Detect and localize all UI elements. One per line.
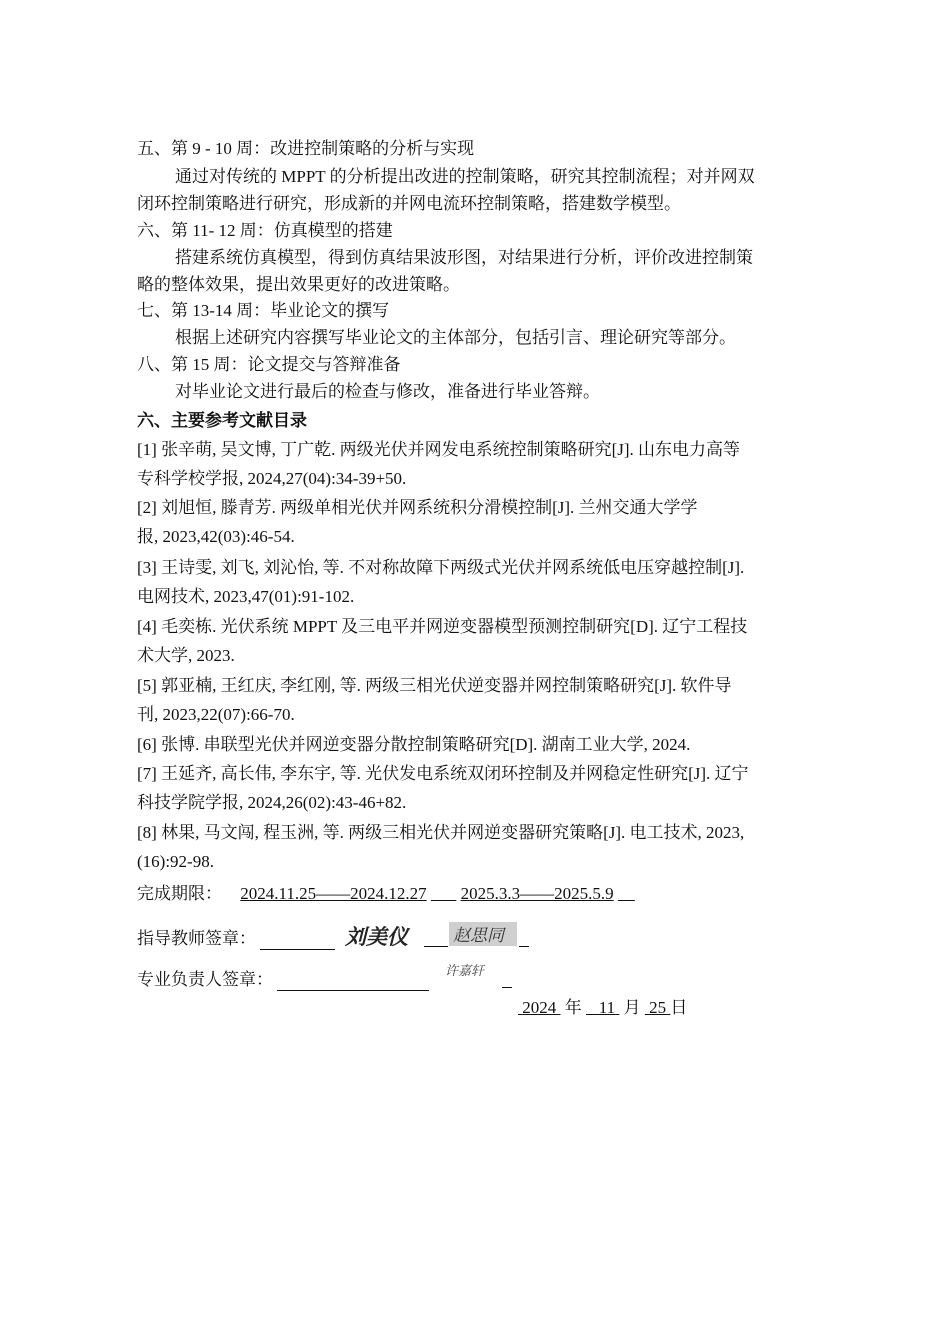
schedule-text: 闭环控制策略进行研究，形成新的并网电流环控制策略，搭建数学模型。	[137, 194, 681, 213]
references-heading: 六、主要参考文献目录	[137, 411, 307, 430]
completion-period-1: 2024.11.25——2024.12.27	[240, 884, 427, 903]
supervisor-signature-row	[137, 928, 335, 950]
reference-item: 刊, 2023,22(07):66-70.	[137, 705, 295, 724]
supervisor-label: 指导教师签章：	[137, 929, 256, 948]
completion-period	[137, 883, 635, 905]
signature-2-text: 赵思同	[453, 926, 504, 946]
reference-item: [4] 毛奕栋. 光伏系统 MPPT 及三电平并网逆变器模型预测控制研究[D]. 辽宁工程技	[137, 617, 748, 636]
reference-item: [5] 郭亚楠, 王红庆, 李红刚, 等. 两级三相光伏逆变器并网控制策略研究[J]. 软件导	[137, 676, 732, 695]
date-year: 2024	[522, 998, 557, 1017]
schedule-text: 对毕业论文进行最后的检查与修改，准备进行毕业答辩。	[175, 382, 600, 401]
date-day: 25	[649, 998, 667, 1017]
reference-item: 术大学, 2023.	[137, 646, 235, 665]
schedule-heading-7: 七、第 13-14 周：毕业论文的撰写	[137, 301, 390, 320]
reference-item: [1] 张辛萌, 吴文博, 丁广乾. 两级光伏并网发电系统控制策略研究[J]. 山东电力高等	[137, 440, 741, 459]
date-day-unit: 日	[670, 998, 688, 1017]
schedule-heading-6: 六、第 11- 12 周：仿真模型的搭建	[137, 221, 393, 240]
schedule-text: 通过对传统的 MPPT 的分析提出改进的控制策略，研究其控制流程；对并网双	[175, 167, 755, 186]
supervisor-signature-2	[449, 920, 519, 948]
reference-item: 专科学校学报, 2024,27(04):34-39+50.	[137, 469, 407, 488]
schedule-text: 略的整体效果，提出效果更好的改进策略。	[137, 275, 460, 294]
major-head-signature-text: 许嘉轩	[445, 964, 485, 979]
date-month-unit: 月	[623, 998, 641, 1017]
reference-item: [7] 王延齐, 高长伟, 李东宇, 等. 光伏发电系统双闭环控制及并网稳定性研究[J]. 辽宁	[137, 764, 749, 783]
supervisor-signature-1	[343, 922, 425, 950]
signature-1-text: 刘美仪	[345, 924, 408, 949]
reference-item: 电网技术, 2023,47(01):91-102.	[137, 587, 355, 606]
schedule-text: 搭建系统仿真模型，得到仿真结果波形图，对结果进行分析，评价改进控制策	[175, 248, 753, 267]
signing-date	[518, 997, 687, 1019]
reference-item: (16):92-98.	[137, 852, 214, 871]
schedule-heading-5: 五、第 9 - 10 周：改进控制策略的分析与实现	[137, 139, 475, 158]
reference-item: 报, 2023,42(03):46-54.	[137, 527, 295, 546]
reference-item: [3] 王诗雯, 刘飞, 刘沁怡, 等. 不对称故障下两级式光伏并网系统低电压穿越控制[J].	[137, 558, 745, 577]
date-year-unit: 年	[564, 998, 582, 1017]
date-month: 11	[598, 998, 616, 1017]
schedule-heading-8: 八、第 15 周：论文提交与答辩准备	[137, 355, 401, 374]
completion-label: 完成期限：	[137, 884, 222, 903]
reference-item: [8] 林果, 马文闯, 程玉洲, 等. 两级三相光伏并网逆变器研究策略[J]. 电工技术, 2023,	[137, 823, 745, 842]
completion-period-2: 2025.3.3——2025.5.9	[460, 884, 614, 903]
reference-item: 科技学院学报, 2024,26(02):43-46+82.	[137, 793, 407, 812]
major-head-signature	[444, 956, 502, 982]
schedule-text: 根据上述研究内容撰写毕业论文的主体部分，包括引言、理论研究等部分。	[175, 328, 736, 347]
major-head-signature-row	[137, 969, 429, 991]
reference-item: [2] 刘旭恒, 滕青芳. 两级单相光伏并网系统积分滑模控制[J]. 兰州交通大学学	[137, 498, 698, 517]
reference-item: [6] 张博. 串联型光伏并网逆变器分散控制策略研究[D]. 湖南工业大学, 2024.	[137, 735, 691, 754]
major-head-label: 专业负责人签章：	[137, 970, 273, 989]
